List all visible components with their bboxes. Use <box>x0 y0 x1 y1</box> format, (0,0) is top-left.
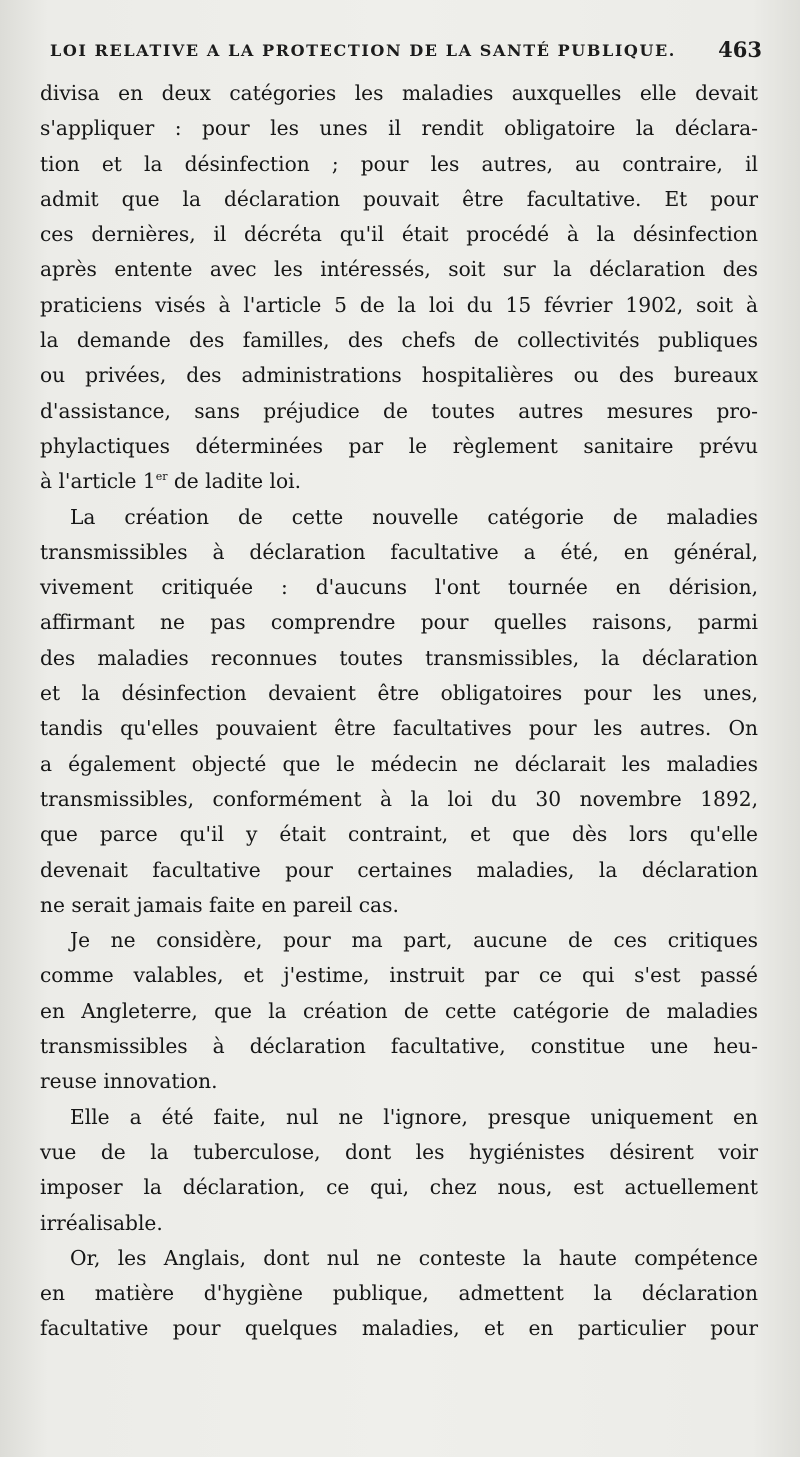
text-line: d'assistance, sans préjudice de toutes autres mesures pro- <box>40 398 758 423</box>
text-line: Or, les Anglais, dont nul ne conteste la haute compétence <box>70 1245 758 1270</box>
text-line: Je ne considère, pour ma part, aucune de ces critiques <box>70 928 758 953</box>
text-fragment: à l'article 1 <box>40 469 156 494</box>
text-line: La création de cette nouvelle catégorie de maladies <box>70 504 758 529</box>
running-title: LOI RELATIVE A LA PROTECTION DE LA SANTÉ PUBLIQUE. <box>50 41 676 60</box>
text-line: facultative pour quelques maladies, et en particulier pour <box>40 1316 758 1341</box>
text-line: admit que la déclaration pouvait être facultative. Et pour <box>40 186 758 211</box>
text-fragment: de ladite loi. <box>167 469 302 494</box>
text-line: transmissibles, conformément à la loi du 30 novembre 1892, <box>40 786 758 811</box>
text-line: affirmant ne pas comprendre pour quelles raisons, parmi <box>40 610 758 635</box>
paragraph-1 <box>40 76 758 500</box>
paragraph-3 <box>40 923 758 1099</box>
text-line: ces dernières, il décréta qu'il était procédé à la désinfection <box>40 222 758 247</box>
paragraph-4 <box>40 1100 758 1241</box>
body-text <box>40 76 758 1347</box>
text-line: vue de la tuberculose, dont les hygiénistes désirent voir <box>40 1139 758 1164</box>
text-line: tandis qu'elles pouvaient être facultatives pour les autres. On <box>40 716 758 741</box>
text-line <box>40 464 758 499</box>
text-line: tion et la désinfection ; pour les autres, au contraire, il <box>40 151 758 176</box>
text-line: reuse innovation. <box>40 1069 218 1094</box>
paragraph-5 <box>40 1241 758 1347</box>
text-line: après entente avec les intéressés, soit sur la déclaration des <box>40 257 758 282</box>
text-line: en Angleterre, que la création de cette catégorie de maladies <box>40 998 758 1023</box>
text-line: vivement critiquée : d'aucuns l'ont tournée en dérision, <box>40 575 758 600</box>
running-head <box>40 38 760 68</box>
text-line: comme valables, et j'estime, instruit par ce qui s'est passé <box>40 963 758 988</box>
text-line: ou privées, des administrations hospitalières ou des bureaux <box>40 363 758 388</box>
text-line: la demande des familles, des chefs de collectivités publiques <box>40 328 758 353</box>
page-number: 463 <box>718 37 762 62</box>
text-line: Elle a été faite, nul ne l'ignore, presque uniquement en <box>70 1104 758 1129</box>
text-line: des maladies reconnues toutes transmissibles, la déclaration <box>40 645 758 670</box>
superscript: er <box>155 470 168 484</box>
text-line: irréalisable. <box>40 1210 163 1235</box>
text-line: ne serait jamais faite en pareil cas. <box>40 892 399 917</box>
paragraph-2 <box>40 500 758 924</box>
text-line: praticiens visés à l'article 5 de la loi du 15 février 1902, soit à <box>40 292 758 317</box>
text-line: phylactiques déterminées par le règlement sanitaire prévu <box>40 433 758 458</box>
text-line: s'appliquer : pour les unes il rendit obligatoire la déclara- <box>40 116 758 141</box>
text-line: transmissibles à déclaration facultative a été, en général, <box>40 539 758 564</box>
text-line: en matière d'hygiène publique, admettent la déclaration <box>40 1281 758 1306</box>
text-line: imposer la déclaration, ce qui, chez nous, est actuellement <box>40 1175 758 1200</box>
text-line: et la désinfection devaient être obligatoires pour les unes, <box>40 681 758 706</box>
text-line: transmissibles à déclaration facultative, constitue une heu- <box>40 1034 758 1059</box>
text-line: a également objecté que le médecin ne déclarait les maladies <box>40 751 758 776</box>
text-line: divisa en deux catégories les maladies auxquelles elle devait <box>40 81 758 105</box>
text-line: que parce qu'il y était contraint, et que dès lors qu'elle <box>40 822 758 847</box>
text-line: devenait facultative pour certaines maladies, la déclaration <box>40 857 758 882</box>
